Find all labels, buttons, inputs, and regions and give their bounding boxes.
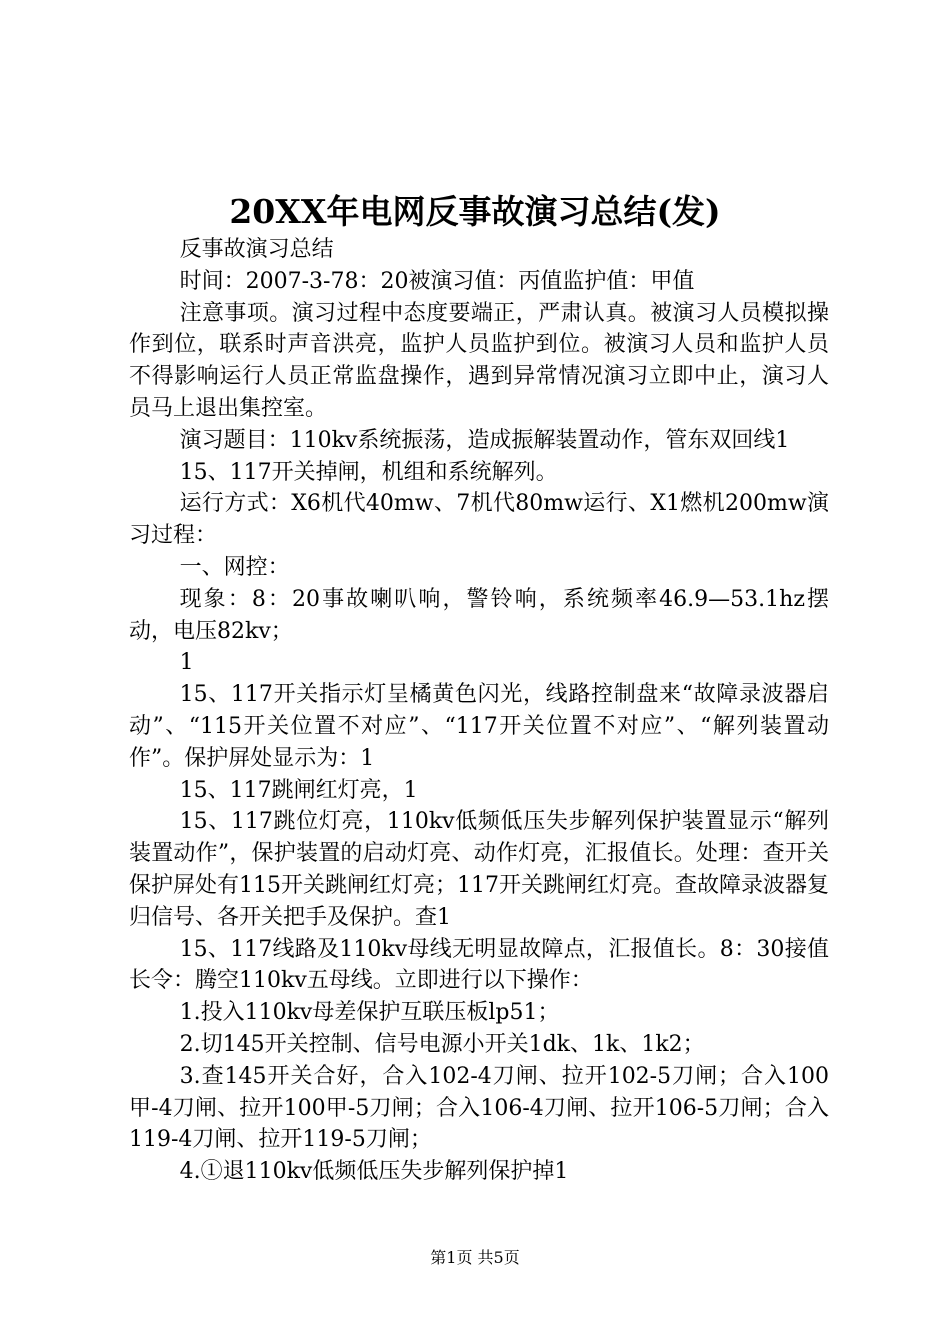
paragraph-4: 演习题目：110kv系统振荡，造成振解装置动作，管东双回线1 [179,427,790,453]
paragraph-1: 反事故演习总结 [179,237,334,262]
paragraph-3: 注意事项。演习过程中态度要端正，严肃认真。被演习人员模拟操作到位，联系时声音洪亮，监护人员监护到位。被演习人员和监护人员不得影响运行人员正常监盘操作，遇到异常情况演习立即中止，演习人员马上退出集控室。 [129,300,829,421]
page-footer: 第1页 共5页 [430,1248,520,1267]
paragraph-9: 1 [179,650,194,676]
paragraph-7: 一、网控： [179,554,290,580]
paragraph-2: 时间：2007-3-78：20被演习值：丙值监护值：甲值 [179,268,695,294]
paragraph-12: 15、117跳位灯亮，110kv低频低压失步解列保护装置显示“解列装置动作”，保护装置的启动灯亮、动作灯亮，汇报值长。处理：查开关保护屏处有115开关跳闸红灯亮；117开关跳闸红灯亮。查故障录波器复归信号、各开关把手及保护。查1 [129,809,829,930]
paragraph-6: 运行方式：X6机代40mw、7机代80mw运行、X1燃机200mw演习过程： [129,491,829,549]
paragraph-10: 15、117开关指示灯呈橘黄色闪光，线路控制盘来“故障录波器启动”、“115开关位置不对应”、“117开关位置不对应”、“解列装置动作”。保护屏处显示为：1 [129,682,829,771]
paragraph-16: 3.查145开关合好，合入102-4刀闸、拉开102-5刀闸；合入100甲-4刀闸、拉开100甲-5刀闸；合入106-4刀闸、拉开106-5刀闸；合入119-4刀闸、拉开119-5刀闸； [129,1063,829,1153]
paragraph-8: 现象：8：20事故喇叭响，警铃响，系统频率46.9—53.1hz摆动，电压82kv； [129,586,829,644]
paragraph-14: 1.投入110kv母差保护互联压板lp51； [179,1000,560,1026]
paragraph-11: 15、117跳闸红灯亮，1 [179,777,418,803]
paragraph-5: 15、117开关掉闸，机组和系统解列。 [179,459,558,485]
paragraph-17: 4.①退110kv低频低压失步解列保护掉1 [179,1159,569,1185]
document-title: 20XX年电网反事故演习总结(发) [229,192,721,231]
paragraph-13: 15、117线路及110kv母线无明显故障点，汇报值长。8：30接值长令：腾空110kv五母线。立即进行以下操作： [129,936,829,994]
paragraph-15: 2.切145开关控制、信号电源小开关1dk、1k、1k2； [179,1031,705,1057]
document-body [129,234,829,1188]
